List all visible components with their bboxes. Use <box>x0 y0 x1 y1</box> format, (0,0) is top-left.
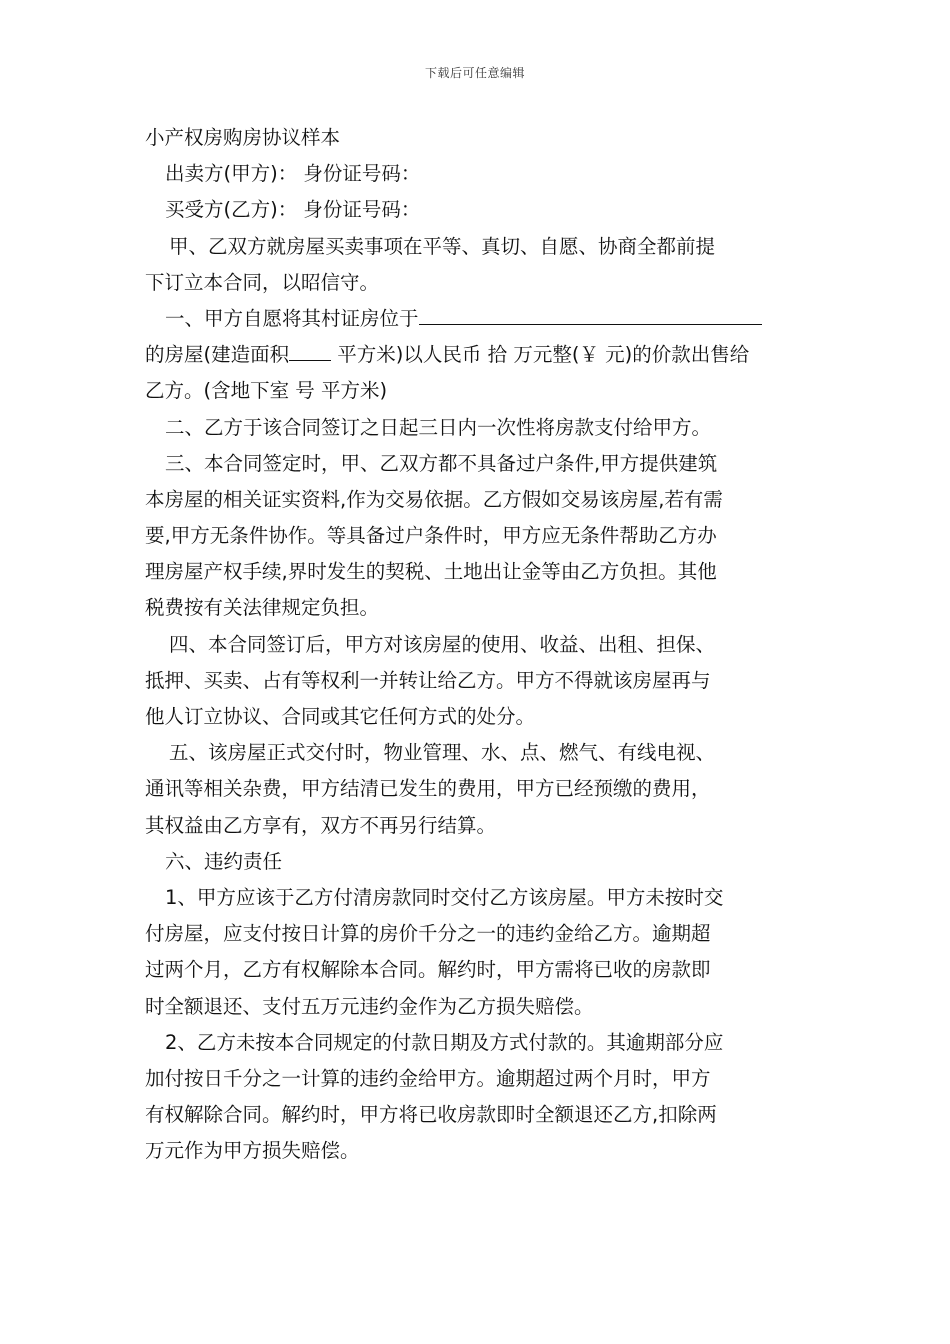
clause-5-line-1: 五、该房屋正式交付时，物业管理、水、点、燃气、有线电视、 <box>169 741 716 765</box>
clause-1-line-2 <box>145 337 807 373</box>
agreement-document <box>145 120 807 1169</box>
clause-3-line-4: 理房屋产权手续,界时发生的契税、土地出让金等由乙方负担。其他 <box>145 560 717 584</box>
clause-6-heading: 六、违约责任 <box>165 849 283 873</box>
preamble-line-1: 甲、乙双方就房屋买卖事项在平等、真切、自愿、协商全都前提 <box>169 234 716 258</box>
clause-6-2-line-2: 加付按日千分之一计算的违约金给甲方。逾期超过两个月时，甲方 <box>145 1066 711 1090</box>
clause-6-2-line-1: 2、乙方未按本合同规定的付款日期及方式付款的。其逾期部分应 <box>165 1030 724 1054</box>
clause-4-line-2: 抵押、买卖、占有等权利一并转让给乙方。甲方不得就该房屋再与 <box>145 668 711 692</box>
clause-6-1-line-3: 过两个月，乙方有权解除本合同。解约时，甲方需将已收的房款即 <box>145 958 711 982</box>
clause-2-line-1: 二、乙方于该合同签订之日起三日内一次性将房款支付给甲方。 <box>165 415 712 439</box>
clause-3-line-5: 税费按有关法律规定负担。 <box>145 596 380 620</box>
clause-3-line-1: 三、本合同签定时，甲、乙双方都不具备过户条件,甲方提供建筑 <box>165 451 718 475</box>
clause-6-1-line-4: 时全额退还、支付五万元违约金作为乙方损失赔偿。 <box>145 994 594 1018</box>
clause-5-line-3: 其权益由乙方享有，双方不再另行结算。 <box>145 813 497 837</box>
clause-6-1-line-2: 付房屋，应支付按日计算的房价千分之一的违约金给乙方。逾期超 <box>145 922 711 946</box>
clause-1-line-3: 乙方。(含地下室 号 平方米) <box>145 379 388 403</box>
clause-4-line-1: 四、本合同签订后，甲方对该房屋的使用、收益、出租、担保、 <box>169 632 716 656</box>
clause-1-text: 一、甲方自愿将其村证房位于 <box>165 306 419 330</box>
buyer-line: 买受方(乙方)： 身份证号码： <box>165 198 421 222</box>
clause-1-line-1 <box>145 301 807 337</box>
clause-4-line-3: 他人订立协议、合同或其它任何方式的处分。 <box>145 705 536 728</box>
clause-6-2-line-4: 万元作为甲方损失赔偿。 <box>145 1139 360 1163</box>
address-blank <box>419 302 762 325</box>
clause-3-line-2: 本房屋的相关证实资料,作为交易依据。乙方假如交易该房屋,若有需 <box>145 487 723 511</box>
clause-1-price-text: 平方米)以人民币 拾 万元整(￥ 元)的价款出售给 <box>331 343 750 367</box>
clause-3-line-3: 要,甲方无条件协作。等具备过户条件时，甲方应无条件帮助乙方办 <box>145 524 717 548</box>
clause-1-area-label: 的房屋(建造面积 <box>145 343 290 367</box>
preamble-line-2: 下订立本合同，以昭信守。 <box>145 270 380 294</box>
clause-6-2-line-3: 有权解除合同。解约时，甲方将已收房款即时全额退还乙方,扣除两 <box>145 1103 717 1127</box>
header-note: 下载后可任意编辑 <box>424 66 525 80</box>
seller-line: 出卖方(甲方)： 身份证号码： <box>165 162 421 186</box>
clause-5-line-2: 通讯等相关杂费，甲方结清已发生的费用，甲方已经预缴的费用， <box>145 777 711 801</box>
area-blank <box>289 338 331 361</box>
clause-6-1-line-1: 1、甲方应该于乙方付清房款同时交付乙方该房屋。甲方未按时交 <box>165 885 724 909</box>
document-title: 小产权房购房协议样本 <box>145 126 341 149</box>
